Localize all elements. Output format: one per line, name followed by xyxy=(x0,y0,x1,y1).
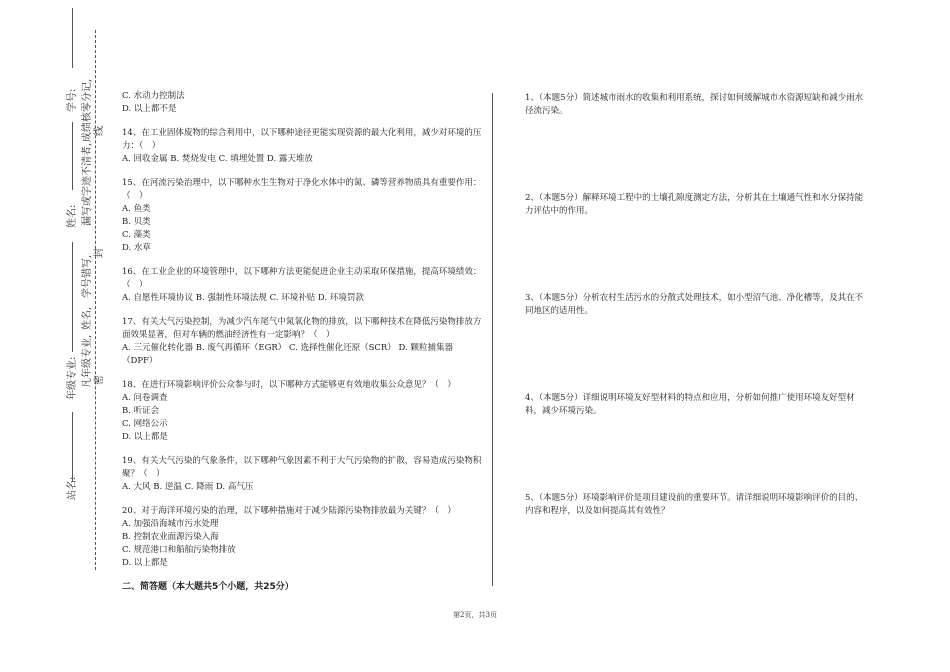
question-options: A. 自愿性环境协议 B. 强制性环境法规 C. 环境补贴 D. 环境罚款 xyxy=(122,293,364,303)
q13-option-c: C. 水动力控制法 xyxy=(122,91,185,101)
q13-option-d: D. 以上都不是 xyxy=(122,104,177,114)
option-a: A. 鱼类 xyxy=(122,204,151,214)
short-answer-2: 2、（本题5分）解释环境工程中的土壤孔隙度测定方法，分析其在土壤通气性和水分保持能力评估中的作用。 xyxy=(525,193,864,216)
question-15 xyxy=(122,177,482,255)
option-b: B. 控制农业面源污染入海 xyxy=(122,532,219,542)
option-a: A. 问卷调查 xyxy=(122,393,168,403)
binding-notice-3: 学号错写, xyxy=(82,254,93,298)
student-id-label: 学号: xyxy=(67,88,78,112)
question-text: 20、对于海洋环境污染的治理，以下哪种措施对于减少陆源污染物排放最为关键？（ ） xyxy=(122,506,456,516)
name-label: 姓名: xyxy=(67,204,78,228)
binding-notice-4: 姓名, xyxy=(82,306,93,330)
option-b: B. 听证会 xyxy=(122,406,160,416)
question-options: A. 三元催化转化器 B. 废气再循环（EGR） C. 选择性催化还原（SCR） D. 颗粒捕集器（DPF） xyxy=(122,343,453,366)
question-18 xyxy=(122,379,482,444)
binding-notice-1: 成绩核零分记, xyxy=(82,78,93,142)
section-title: 二、简答题（本大题共5个小题，共25分） xyxy=(122,582,294,592)
seal-mark-line: 线 xyxy=(94,126,105,136)
seal-mark-secret: 密 xyxy=(94,375,105,385)
short-answer-3: 3、（本题5分）分析农村生活污水的分散式处理技术，如小型沼气池、净化槽等，及其在不同地区的适用性。 xyxy=(525,293,864,316)
question-text: 14、在工业固体废物的综合利用中，以下哪种途径更能实现资源的最大化利用，减少对环境的压力：（ ） xyxy=(122,128,482,151)
question-options: A. 回收金属 B. 焚烧发电 C. 填埋处置 D. 露天堆放 xyxy=(122,154,313,164)
option-d: D. 以上都是 xyxy=(122,432,168,442)
choice-questions xyxy=(122,90,482,570)
short-answer-4: 4、（本题5分）详细说明环境友好型材料的特点和应用，分析如何推广使用环境友好型材料，减少环境污染。 xyxy=(525,393,855,416)
option-d: D. 以上都是 xyxy=(122,558,168,568)
binding-notice-2: 漏写或字迹不清者, xyxy=(82,142,93,226)
question-20 xyxy=(122,505,482,570)
question-text: 16、在工业企业的环境管理中，以下哪种方法更能促进企业主动采取环保措施，提高环境绩效：（ ） xyxy=(122,267,482,290)
class-label: 年级专业: xyxy=(67,356,78,400)
seal-mark-seal: 封 xyxy=(94,248,105,258)
student-id-line xyxy=(72,8,73,68)
option-b: B. 贝类 xyxy=(122,217,151,227)
option-d: D. 水草 xyxy=(122,243,151,253)
question-16 xyxy=(122,266,482,305)
question-text: 18、在进行环境影响评价公众参与时，以下哪种方式能够更有效地收集公众意见？（ ） xyxy=(122,380,456,390)
option-c: C. 网络公示 xyxy=(122,419,168,429)
question-text: 19、有关大气污染的气象条件，以下哪种气象因素不利于大气污染物的扩散，容易造成污染物积聚？（ ） xyxy=(122,456,482,479)
short-answer-1: 1、（本题5分）简述城市雨水的收集和利用系统，探讨如何缓解城市水资源短缺和减少雨水径流污染。 xyxy=(525,93,864,116)
question-14 xyxy=(122,127,482,166)
school-line xyxy=(72,412,73,482)
option-c: C. 藻类 xyxy=(122,230,151,240)
question-text: 17、有关大气污染控制，为减少汽车尾气中氮氧化物的排放，以下哪种技术在降低污染物排放方面效果显著，但对车辆的燃油经济性有一定影响？（ ） xyxy=(122,317,482,340)
question-17 xyxy=(122,316,482,368)
binding-notice-5: 凡年级专业, xyxy=(82,334,93,388)
class-line xyxy=(72,242,73,352)
column-divider xyxy=(492,93,493,586)
question-text: 15、在河流污染治理中，以下哪种水生生物对于净化水体中的氮、磷等营养物质具有重要作用：（ ） xyxy=(122,178,482,201)
seal-dashed-line xyxy=(95,30,96,570)
option-a: A. 加强沿海城市污水处理 xyxy=(122,519,219,529)
question-options: A. 大风 B. 逆温 C. 降雨 D. 高气压 xyxy=(122,482,254,492)
option-c: C. 规范港口和船舶污染物排放 xyxy=(122,545,236,555)
short-answer-5: 5、（本题5分）环境影响评价是项目建设前的重要环节。请详细说明环境影响评价的目的、内容和程序，以及如何提高其有效性？ xyxy=(525,493,864,516)
name-line xyxy=(72,122,73,190)
question-19 xyxy=(122,455,482,494)
binding-margin xyxy=(0,0,105,672)
page-number: 第2页，共3页 xyxy=(453,611,497,619)
school-label: 站名: xyxy=(67,476,78,500)
